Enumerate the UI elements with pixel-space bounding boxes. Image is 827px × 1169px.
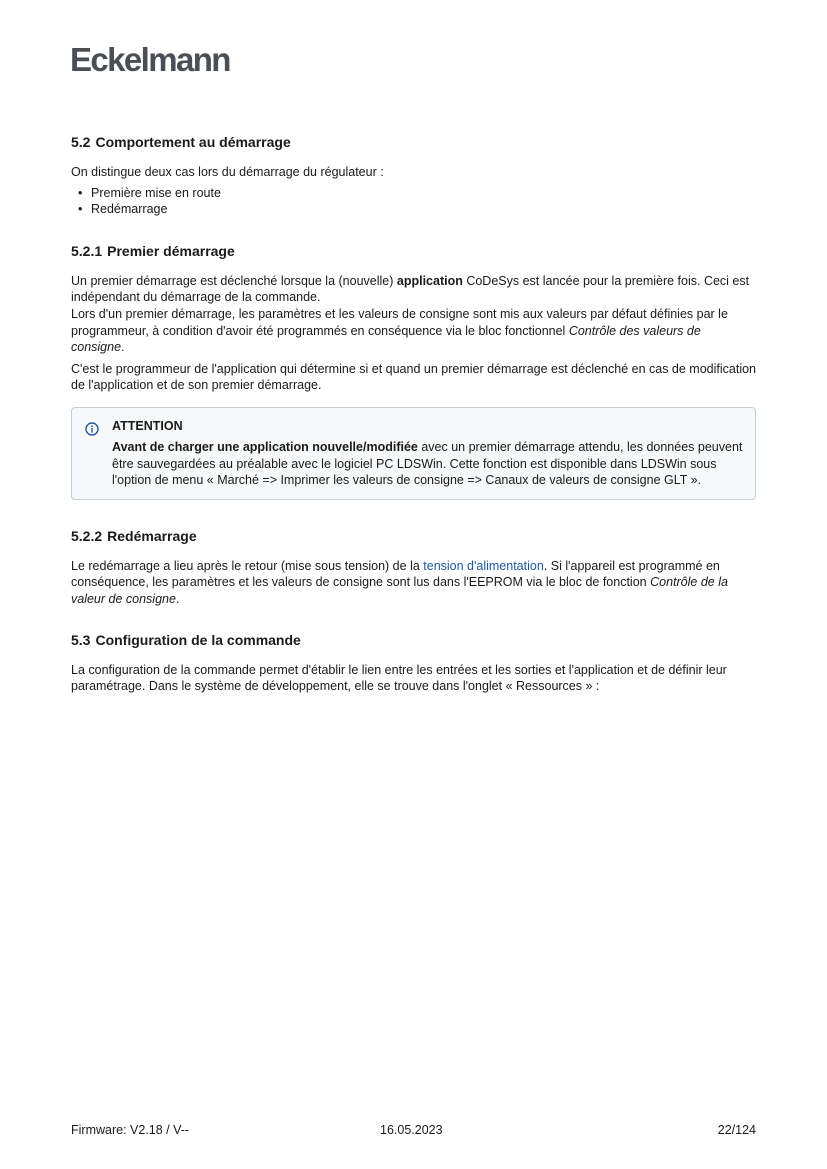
- section-5-3-paragraph: La configuration de la commande permet d'établir le lien entre les entrées et les sorties et l'application et de définir leur paramétrage. Dans le système de développement, elle se trouve dans l'onglet « Ressources » :: [71, 662, 727, 694]
- power-supply-link[interactable]: tension d'alimentation: [423, 558, 544, 573]
- section-title: Configuration de la commande: [95, 631, 301, 648]
- bullet-icon: •: [78, 185, 83, 200]
- page-content: [71, 134, 756, 695]
- section-5-2-intro: On distingue deux cas lors du démarrage du régulateur :: [71, 165, 384, 179]
- section-number: 5.3: [71, 631, 91, 648]
- section-title: Redémarrage: [107, 527, 197, 544]
- page-number: 22/124: [717, 1123, 756, 1137]
- section-5-2-2-heading: [71, 528, 756, 545]
- bullet-icon: •: [78, 202, 83, 217]
- section-number: 5.2.1: [71, 242, 103, 259]
- attention-box: [71, 407, 756, 500]
- list-item: • Redémarrage: [78, 202, 168, 217]
- section-title: Comportement au démarrage: [95, 134, 291, 150]
- firmware-version: Firmware: V2.18 / V--: [71, 1123, 190, 1137]
- list-item: • Première mise en route: [78, 185, 221, 200]
- info-icon: [85, 422, 99, 436]
- section-5-2-1-heading: [71, 243, 756, 260]
- document-date: 16.05.2023: [380, 1123, 443, 1137]
- attention-text: Avant de charger une application nouvelle/modifiée avec un premier démarrage attendu, les données peuvent être sauvegardées au préalable avec le logiciel PC LDSWin. Cette fonction est disponible dans LDSWin sous l'option de menu « Marché => Imprimer les valeurs de consigne => Canaux de valeurs de consigne GLT ».: [112, 439, 743, 488]
- section-number: 5.2.2: [71, 527, 103, 544]
- section-5-2-1-paragraph-2: C'est le programmeur de l'application qui détermine si et quand un premier démarrage est déclenché en cas de modification de l'application et de son premier démarrage.: [71, 361, 757, 393]
- startup-cases-list: [71, 185, 756, 218]
- section-5-2-1-paragraph-1: Un premier démarrage est déclenché lorsque la (nouvelle) application CoDeSys est lancée pour la première fois. Ceci est indépendant du démarrage de la commande. Lors d'un premier démarrage, les paramètres et les valeurs de consigne sont mis aux valeurs par défaut définies par le programmeur, à condition d'avoir été programmés en conséquence via le bloc fonctionnel Contrôle des valeurs de consigne.: [71, 273, 750, 355]
- attention-title: ATTENTION: [112, 418, 183, 433]
- section-5-2-heading: [71, 134, 756, 151]
- section-5-3-heading: [71, 632, 756, 649]
- section-5-2-2-paragraph: Le redémarrage a lieu après le retour (mise sous tension) de la tension d'alimentation. Si l'appareil est programmé en conséquence, les paramètres et les valeurs de consigne sont lus dans l'EEPROM via le bloc de fonction Contrôle de la valeur de consigne.: [71, 558, 728, 606]
- eckelmann-logo: Eckelmann: [70, 41, 230, 78]
- section-number: 5.2: [71, 134, 91, 150]
- section-title: Premier démarrage: [107, 242, 235, 259]
